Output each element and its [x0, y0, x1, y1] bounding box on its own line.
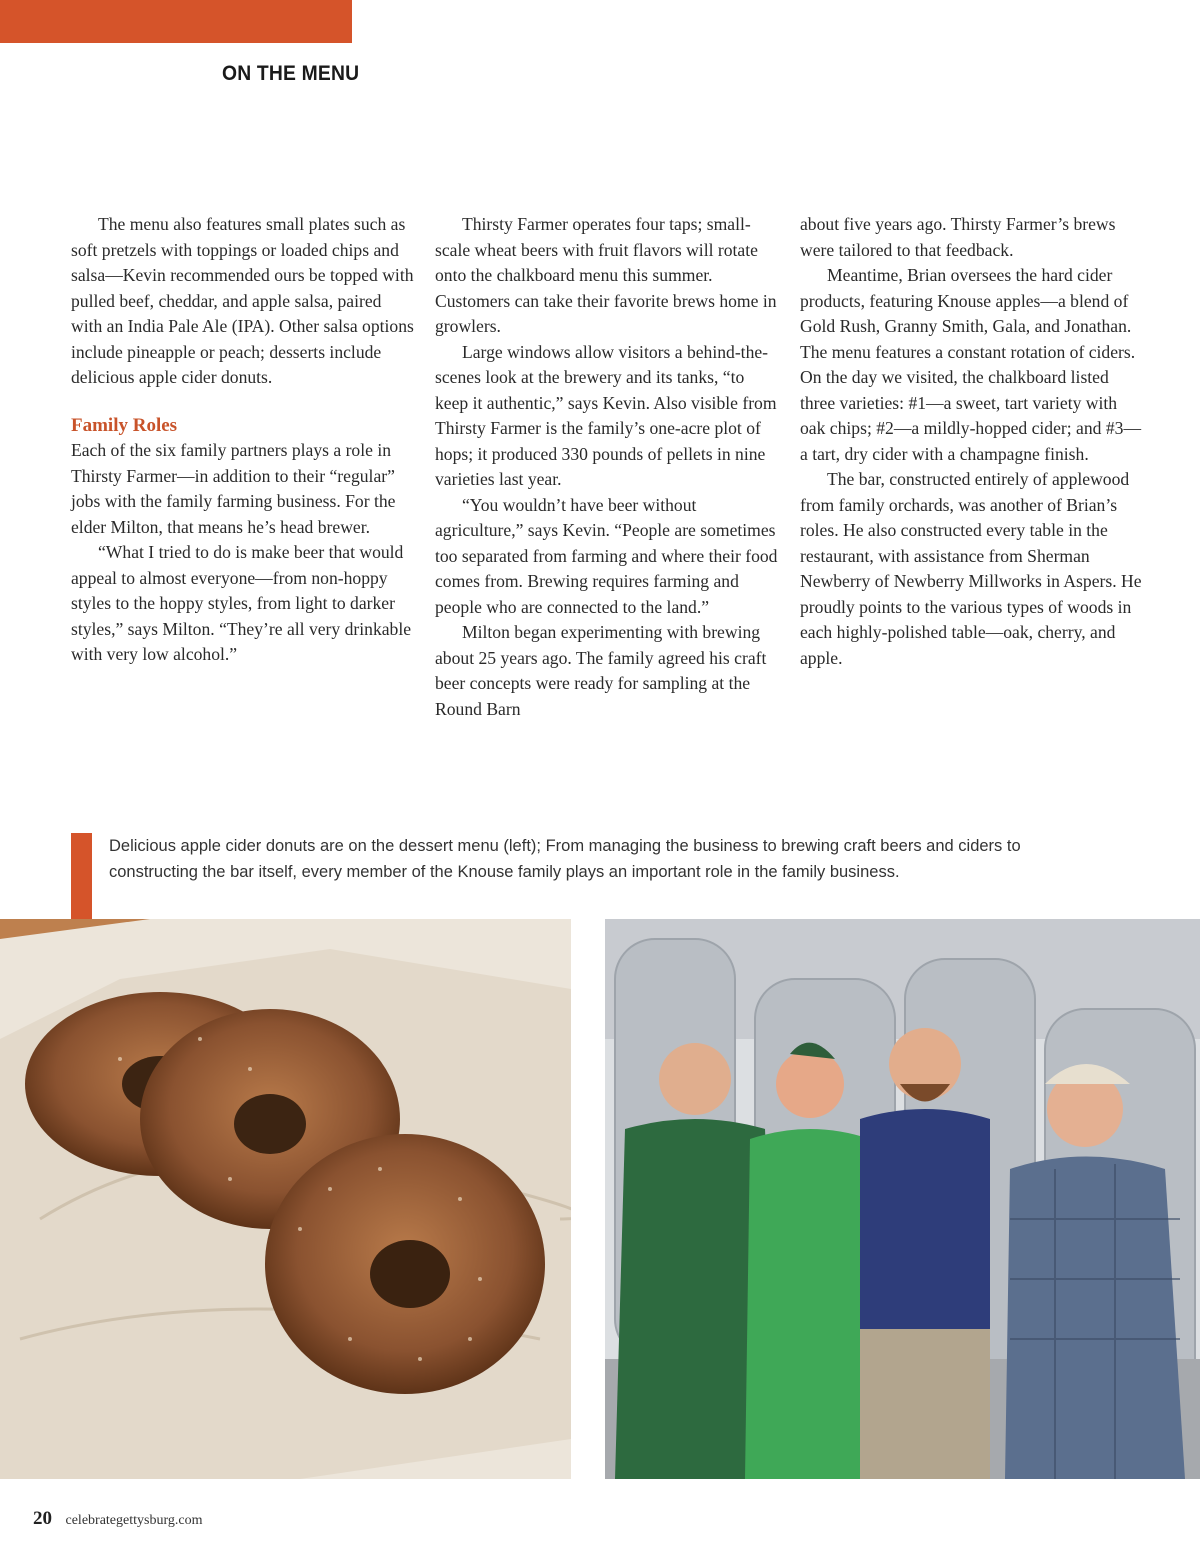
paragraph: “You wouldn’t have beer without agriculture,” says Kevin. “People are sometimes too separated from farming and where their food comes from. Brewing requires farming and people who are connected to the land.” [435, 494, 778, 617]
donuts-illustration [0, 919, 571, 1479]
footer-website: celebrategettysburg.com [65, 1513, 203, 1528]
caption-accent-bar [71, 833, 92, 919]
paragraph: Large windows allow visitors a behind-the-scenes look at the brewery and its tanks, “to keep it authentic,” says Kevin. Also visible from Thirsty Farmer is the family’s one-acre plot of hops; it produced 330 pounds of pellets in nine varieties last year. [435, 341, 777, 489]
accent-bar [0, 0, 352, 43]
photo-caption: Delicious apple cider donuts are on the dessert menu (left); From managing the business to brewing craft beers and ciders to constructing the bar itself, every member of the Knouse family plays an important role in the family business. [109, 837, 1021, 881]
subheading-family-roles: Family Roles [71, 414, 178, 436]
section-label: ON THE MENU [222, 62, 360, 85]
paragraph: Meantime, Brian oversees the hard cider products, featuring Knouse apples—a blend of Gold Rush, Granny Smith, Gala, and Jonathan. The menu features a constant rotation of ciders. On the day we visited, the chalkboard listed three varieties: #1—a sweet, tart variety with oak chips; #2—a mildly-hopped cider; and #3—a tart, dry cider with a champagne finish. [800, 265, 1142, 464]
paragraph: The bar, constructed entirely of applewood from family orchards, was another of Brian’s roles. He also constructed every table in the restaurant, with assistance from Sherman Newberry of Newberry Millworks in Aspers. He proudly points to the various types of woods in each highly-polished table—oak, cherry, and apple. [800, 469, 1142, 668]
paragraph: Thirsty Farmer operates four taps; small-scale wheat beers with fruit flavors will rotate onto the chalkboard menu this summer. Customers can take their favorite brews home in growlers. [435, 214, 777, 336]
paragraph: The menu also features small plates such as soft pretzels with toppings or loaded chips and salsa—Kevin recommended ours be topped with pulled beef, cheddar, and apple salsa, paired with an India Pale Ale (IPA). Other salsa options include pineapple or peach; desserts include delicious apple cider donuts. [71, 214, 414, 387]
page-footer [33, 1508, 202, 1530]
article-column-3 [800, 212, 1145, 671]
donuts-photo [0, 919, 571, 1479]
paragraph: Each of the six family partners plays a role in Thirsty Farmer—in addition to their “regular” jobs with the family farming business. For the elder Milton, that means he’s head brewer. [71, 440, 396, 537]
page-number: 20 [33, 1508, 52, 1529]
paragraph: about five years ago. Thirsty Farmer’s brews were tailored to that feedback. [800, 214, 1116, 260]
brewery-family-photo [605, 919, 1200, 1479]
paragraph: Milton began experimenting with brewing about 25 years ago. The family agreed his craft beer concepts were ready for sampling at the Round Barn [435, 622, 767, 719]
brewery-illustration [605, 919, 1200, 1479]
article-column-2 [435, 212, 780, 722]
paragraph: “What I tried to do is make beer that would appeal to almost everyone—from non-hoppy styles to the hoppy styles, from light to darker styles,” says Milton. “They’re all very drinkable with very low alcohol.” [71, 542, 412, 664]
article-column-1 [71, 212, 416, 668]
